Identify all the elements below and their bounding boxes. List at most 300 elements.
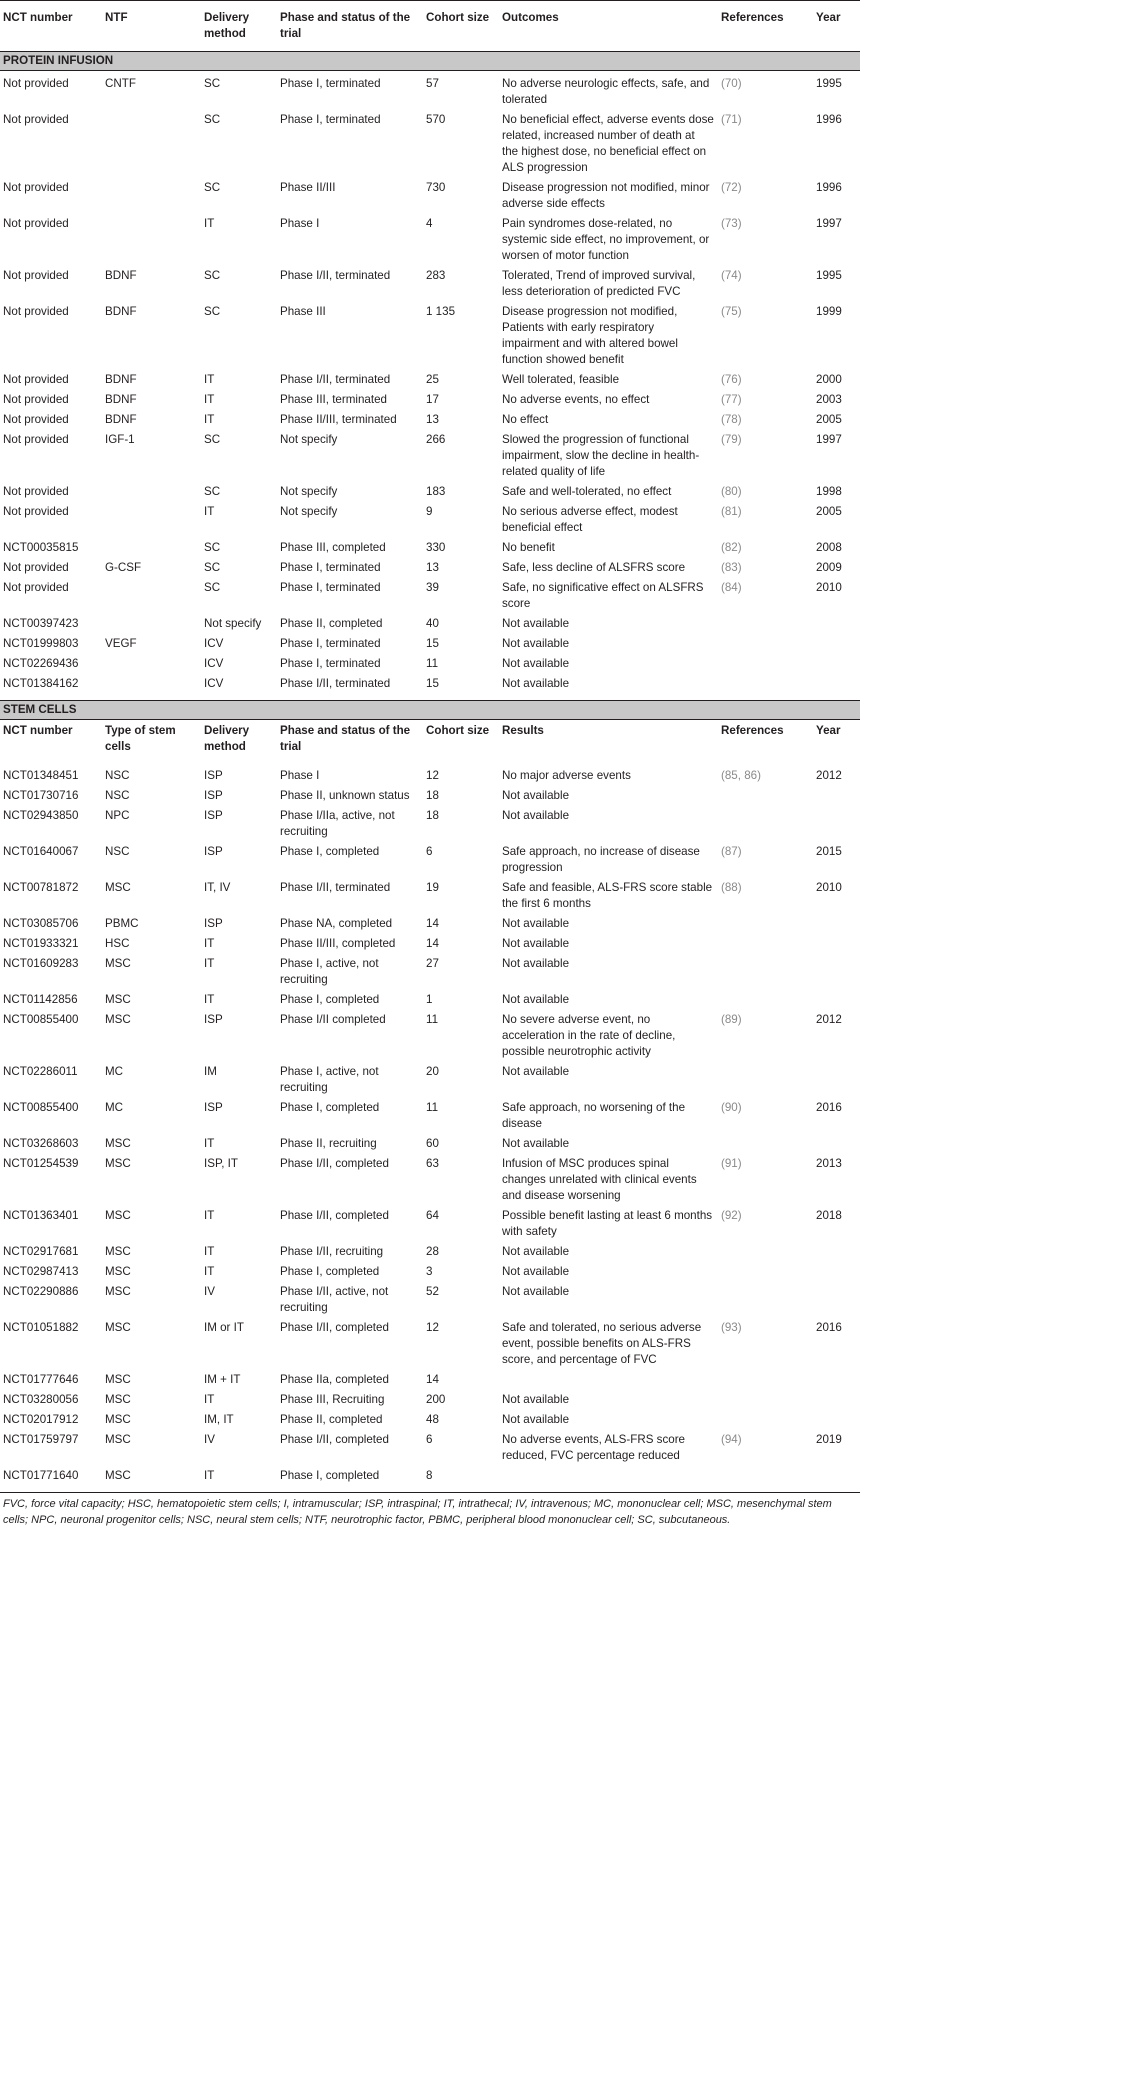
cell-reference: (70) <box>721 77 742 90</box>
cell-delivery-method: IT, IV <box>204 881 231 894</box>
cell-year: 2005 <box>816 505 842 518</box>
cell-reference <box>718 1408 813 1428</box>
cell-nct-number: NCT01363401 <box>3 1209 79 1222</box>
cell-year <box>813 1388 860 1408</box>
cell-nct-number: NCT01640067 <box>3 845 79 858</box>
table-row <box>0 784 860 804</box>
cell-cohort-size: 27 <box>426 957 439 970</box>
table-row <box>0 556 860 576</box>
cell-cohort-size: 12 <box>426 1321 439 1334</box>
cell-nct-number: NCT01730716 <box>3 789 79 802</box>
table-row <box>0 1060 860 1096</box>
header-outcomes: Outcomes <box>499 1 718 52</box>
cell-agent: MSC <box>105 1373 131 1386</box>
cell-year: 1998 <box>816 485 842 498</box>
table-row <box>0 176 860 212</box>
cell-cohort-size: 6 <box>426 845 433 858</box>
cell-phase-status: Phase I <box>280 217 320 230</box>
cell-nct-number: NCT01777646 <box>3 1373 79 1386</box>
cell-year <box>813 1368 860 1388</box>
cell-year <box>813 932 860 952</box>
header-cohort-size: Cohort size <box>423 1 499 52</box>
cell-outcome: No adverse neurologic effects, safe, and tolerated <box>502 77 710 106</box>
cell-reference <box>718 632 813 652</box>
cell-reference <box>718 1260 813 1280</box>
cell-year: 1997 <box>816 433 842 446</box>
cell-reference <box>718 1464 813 1492</box>
cell-year: 1999 <box>816 305 842 318</box>
cell-nct-number: NCT00781872 <box>3 881 79 894</box>
cell-outcome: Safe and feasible, ALS-FRS score stable the first 6 months <box>502 881 713 910</box>
cell-reference: (74) <box>721 269 742 282</box>
table-row <box>0 1368 860 1388</box>
table-row <box>0 500 860 536</box>
table-row <box>0 1428 860 1464</box>
cell-reference <box>718 1368 813 1388</box>
cell-delivery-method: IM or IT <box>204 1321 244 1334</box>
cell-agent: BDNF <box>105 413 137 426</box>
table-row <box>0 1240 860 1260</box>
cell-year: 1997 <box>816 217 842 230</box>
cell-agent: MSC <box>105 1209 131 1222</box>
cell-phase-status: Not specify <box>280 433 338 446</box>
cell-agent: MC <box>105 1065 124 1078</box>
cell-delivery-method: ISP <box>204 917 223 930</box>
cell-year: 2010 <box>816 881 842 894</box>
table-row <box>0 536 860 556</box>
cell-year <box>813 804 860 840</box>
cell-nct-number: NCT01999803 <box>3 637 79 650</box>
cell-agent: VEGF <box>105 637 137 650</box>
table-row <box>0 612 860 632</box>
cell-year: 2010 <box>816 581 842 594</box>
cell-phase-status: Phase I/II, active, not recruiting <box>280 1285 389 1314</box>
cell-reference: (88) <box>721 881 742 894</box>
cell-nct-number: NCT01051882 <box>3 1321 79 1334</box>
table-row <box>0 988 860 1008</box>
cell-outcome: Not available <box>502 637 570 650</box>
cell-agent: NSC <box>105 845 130 858</box>
cell-phase-status: Phase II/III, completed <box>280 937 396 950</box>
cell-cohort-size: 11 <box>426 1013 439 1026</box>
table-row <box>0 576 860 612</box>
cell-reference <box>718 1280 813 1316</box>
cell-cohort-size: 3 <box>426 1265 433 1278</box>
cell-agent: PBMC <box>105 917 139 930</box>
table-row <box>0 652 860 672</box>
cell-nct-number: Not provided <box>3 373 69 386</box>
header-ntf: NTF <box>102 1 201 52</box>
cell-delivery-method: ISP <box>204 1101 223 1114</box>
cell-nct-number: NCT03085706 <box>3 917 79 930</box>
cell-outcome: Safe approach, no increase of disease progression <box>502 845 700 874</box>
cell-phase-status: Phase I/II, recruiting <box>280 1245 384 1258</box>
cell-outcome: Not available <box>502 957 570 970</box>
subheader-cohort-size: Cohort size <box>426 724 490 737</box>
cell-outcome: Infusion of MSC produces spinal changes unrelated with clinical events and disease worsening <box>502 1157 697 1202</box>
table-row <box>0 264 860 300</box>
cell-phase-status: Phase I, active, not recruiting <box>280 957 379 986</box>
cell-phase-status: Phase I/II completed <box>280 1013 386 1026</box>
cell-cohort-size: 730 <box>426 181 446 194</box>
subheader-delivery-method: Delivery method <box>204 724 250 753</box>
cell-agent <box>102 176 201 212</box>
cell-reference <box>718 1388 813 1408</box>
cell-cohort-size: 330 <box>426 541 446 554</box>
cell-agent <box>102 612 201 632</box>
cell-delivery-method: IT <box>204 993 215 1006</box>
cell-year: 2009 <box>816 561 842 574</box>
cell-phase-status: Phase I/II, terminated <box>280 373 391 386</box>
subheader-nct-number: NCT number <box>3 724 73 737</box>
cell-agent: MSC <box>105 1285 131 1298</box>
cell-nct-number: NCT01348451 <box>3 769 79 782</box>
cell-phase-status: Phase II/III <box>280 181 336 194</box>
header-phase-status: Phase and status of the trial <box>277 1 423 52</box>
table-row <box>0 428 860 480</box>
cell-delivery-method: SC <box>204 305 221 318</box>
cell-outcome: No beneficial effect, adverse events dose related, increased number of death at the highest dose, no beneficial effect on ALS progression <box>502 113 714 174</box>
cell-agent <box>102 500 201 536</box>
cell-delivery-method: ISP <box>204 789 223 802</box>
cell-year <box>813 1408 860 1428</box>
subheader-stem-cell-type: Type of stem cells <box>105 724 176 753</box>
cell-cohort-size: 63 <box>426 1157 439 1170</box>
table-row <box>0 1316 860 1368</box>
cell-reference: (82) <box>721 541 742 554</box>
cell-nct-number: NCT02943850 <box>3 809 79 822</box>
cell-delivery-method: IM, IT <box>204 1413 234 1426</box>
cell-reference: (77) <box>721 393 742 406</box>
cell-reference <box>718 988 813 1008</box>
table-row <box>0 71 860 109</box>
cell-agent: NSC <box>105 789 130 802</box>
header-year: Year <box>813 1 860 52</box>
cell-outcome: Not available <box>502 677 570 690</box>
cell-phase-status: Phase III <box>280 305 326 318</box>
cell-delivery-method: SC <box>204 581 221 594</box>
cell-agent <box>102 576 201 612</box>
cell-year <box>813 784 860 804</box>
cell-agent <box>102 652 201 672</box>
cell-outcome: Not available <box>502 1285 570 1298</box>
cell-year <box>813 1132 860 1152</box>
cell-cohort-size: 48 <box>426 1413 439 1426</box>
cell-nct-number: Not provided <box>3 113 69 126</box>
cell-agent: BDNF <box>105 393 137 406</box>
cell-phase-status: Phase I, terminated <box>280 561 381 574</box>
cell-outcome: Possible benefit lasting at least 6 months with safety <box>502 1209 713 1238</box>
cell-reference <box>718 652 813 672</box>
cell-reference <box>718 912 813 932</box>
cell-cohort-size: 13 <box>426 413 439 426</box>
cell-outcome: Safe approach, no worsening of the disease <box>502 1101 686 1130</box>
cell-phase-status: Phase I/II, completed <box>280 1209 389 1222</box>
cell-phase-status: Phase NA, completed <box>280 917 393 930</box>
cell-reference <box>718 952 813 988</box>
cell-year: 2016 <box>816 1321 842 1334</box>
table-row <box>0 876 860 912</box>
cell-nct-number: Not provided <box>3 485 69 498</box>
cell-outcome: Tolerated, Trend of improved survival, less deterioration of predicted FVC <box>502 269 696 298</box>
cell-agent: BDNF <box>105 373 137 386</box>
cell-delivery-method: IT <box>204 1393 215 1406</box>
cell-nct-number: Not provided <box>3 181 69 194</box>
cell-year: 2018 <box>816 1209 842 1222</box>
table-row <box>0 212 860 264</box>
table-row <box>0 368 860 388</box>
cell-year: 2000 <box>816 373 842 386</box>
cell-phase-status: Phase I/II, completed <box>280 1157 389 1170</box>
cell-delivery-method: IV <box>204 1285 215 1298</box>
cell-outcome <box>499 1368 718 1388</box>
cell-cohort-size: 18 <box>426 789 439 802</box>
cell-cohort-size: 13 <box>426 561 439 574</box>
cell-agent <box>102 480 201 500</box>
cell-reference: (94) <box>721 1433 742 1446</box>
cell-outcome: Not available <box>502 1265 570 1278</box>
cell-phase-status: Not specify <box>280 485 338 498</box>
cell-delivery-method: ICV <box>204 657 224 670</box>
cell-agent: HSC <box>105 937 130 950</box>
cell-cohort-size: 39 <box>426 581 439 594</box>
table-row <box>0 1008 860 1060</box>
cell-delivery-method: IV <box>204 1433 215 1446</box>
cell-outcome: Not available <box>502 1065 570 1078</box>
cell-delivery-method: IT <box>204 1245 215 1258</box>
table-row <box>0 804 860 840</box>
cell-delivery-method: IT <box>204 1265 215 1278</box>
cell-phase-status: Phase I/II, completed <box>280 1433 389 1446</box>
cell-phase-status: Phase II, completed <box>280 617 383 630</box>
cell-cohort-size: 14 <box>426 917 439 930</box>
cell-cohort-size: 9 <box>426 505 433 518</box>
cell-cohort-size: 11 <box>426 1101 439 1114</box>
cell-delivery-method: IT <box>204 937 215 950</box>
cell-reference <box>718 612 813 632</box>
cell-agent: MSC <box>105 1413 131 1426</box>
cell-nct-number: Not provided <box>3 305 69 318</box>
cell-cohort-size: 25 <box>426 373 439 386</box>
cell-outcome: Not available <box>502 1413 570 1426</box>
table-footnote: FVC, force vital capacity; HSC, hematopoietic stem cells; I, intramuscular; ISP, intraspinal; IT, intrathecal; IV, intravenous; MC, mononuclear cell; MSC, mesenchymal stem cells; NPC, neuronal progenitor cells; NSC, neural stem cells; NTF, neurotrophic factor, PBMC, peripheral blood mononuclear cell; SC, subcutaneous. <box>0 1492 860 1528</box>
table-row <box>0 408 860 428</box>
cell-phase-status: Phase I, terminated <box>280 113 381 126</box>
cell-nct-number: Not provided <box>3 413 69 426</box>
cell-agent: MSC <box>105 1157 131 1170</box>
cell-delivery-method: Not specify <box>204 617 262 630</box>
cell-agent: MSC <box>105 1013 131 1026</box>
cell-nct-number: NCT02290886 <box>3 1285 79 1298</box>
cell-agent: MSC <box>105 957 131 970</box>
cell-nct-number: NCT00035815 <box>3 541 79 554</box>
table-row <box>0 1388 860 1408</box>
cell-phase-status: Phase I, completed <box>280 1469 380 1482</box>
cell-reference: (75) <box>721 305 742 318</box>
cell-nct-number: NCT02917681 <box>3 1245 79 1258</box>
cell-outcome: Slowed the progression of functional impairment, slow the decline in health-related quality of life <box>502 433 700 478</box>
table-header-row <box>0 1 860 52</box>
table-row <box>0 1132 860 1152</box>
table-row <box>0 632 860 652</box>
cell-reference: (87) <box>721 845 742 858</box>
subheader-references: References <box>721 724 784 737</box>
cell-phase-status: Phase II, unknown status <box>280 789 410 802</box>
cell-agent: MSC <box>105 1393 131 1406</box>
section-title: STEM CELLS <box>0 701 860 720</box>
cell-nct-number: NCT01384162 <box>3 677 79 690</box>
cell-cohort-size: 8 <box>426 1469 433 1482</box>
table-row <box>0 1280 860 1316</box>
cell-year <box>813 1240 860 1260</box>
cell-cohort-size: 570 <box>426 113 446 126</box>
cell-agent: BDNF <box>105 305 137 318</box>
cell-phase-status: Not specify <box>280 505 338 518</box>
cell-outcome: Not available <box>502 1245 570 1258</box>
cell-cohort-size: 6 <box>426 1433 433 1446</box>
cell-phase-status: Phase II, completed <box>280 1413 383 1426</box>
cell-outcome: Not available <box>502 937 570 950</box>
cell-delivery-method: IM + IT <box>204 1373 241 1386</box>
cell-year <box>813 1464 860 1492</box>
cell-outcome: No adverse events, no effect <box>502 393 650 406</box>
cell-delivery-method: ISP <box>204 809 223 822</box>
cell-phase-status: Phase I/II, terminated <box>280 881 391 894</box>
cell-year <box>813 652 860 672</box>
cell-outcome: No severe adverse event, no acceleration in the rate of decline, possible neurotrophic activity <box>502 1013 676 1058</box>
table-row <box>0 912 860 932</box>
cell-phase-status: Phase I, terminated <box>280 77 381 90</box>
cell-cohort-size: 15 <box>426 637 439 650</box>
cell-nct-number: NCT00397423 <box>3 617 79 630</box>
cell-phase-status: Phase II, recruiting <box>280 1137 377 1150</box>
cell-nct-number: NCT02017912 <box>3 1413 79 1426</box>
cell-nct-number: NCT02987413 <box>3 1265 79 1278</box>
cell-cohort-size: 19 <box>426 881 439 894</box>
cell-delivery-method: ICV <box>204 677 224 690</box>
cell-cohort-size: 52 <box>426 1285 439 1298</box>
cell-agent <box>102 108 201 176</box>
cell-year: 2016 <box>816 1101 842 1114</box>
cell-phase-status: Phase I/II, terminated <box>280 677 391 690</box>
cell-outcome: Safe and well-tolerated, no effect <box>502 485 672 498</box>
cell-cohort-size: 14 <box>426 937 439 950</box>
cell-delivery-method: SC <box>204 485 221 498</box>
cell-cohort-size: 1 <box>426 993 433 1006</box>
table-row <box>0 840 860 876</box>
header-delivery-method: Delivery method <box>201 1 277 52</box>
cell-cohort-size: 1 135 <box>426 305 456 318</box>
cell-reference: (71) <box>721 113 742 126</box>
cell-cohort-size: 57 <box>426 77 439 90</box>
cell-phase-status: Phase I, terminated <box>280 581 381 594</box>
cell-reference: (89) <box>721 1013 742 1026</box>
cell-year: 2015 <box>816 845 842 858</box>
stem-cells-subheader-row <box>0 720 860 764</box>
cell-phase-status: Phase IIa, completed <box>280 1373 389 1386</box>
cell-cohort-size: 64 <box>426 1209 439 1222</box>
cell-cohort-size: 200 <box>426 1393 446 1406</box>
cell-nct-number: NCT03268603 <box>3 1137 79 1150</box>
cell-phase-status: Phase III, terminated <box>280 393 387 406</box>
protein-infusion-rows <box>0 71 860 701</box>
cell-year <box>813 912 860 932</box>
cell-year <box>813 1260 860 1280</box>
cell-delivery-method: SC <box>204 181 221 194</box>
table-row <box>0 108 860 176</box>
cell-cohort-size: 12 <box>426 769 439 782</box>
cell-phase-status: Phase III, completed <box>280 541 386 554</box>
cell-phase-status: Phase I, active, not recruiting <box>280 1065 379 1094</box>
cell-phase-status: Phase I, terminated <box>280 637 381 650</box>
cell-agent: MSC <box>105 1137 131 1150</box>
cell-cohort-size: 28 <box>426 1245 439 1258</box>
header-nct-number: NCT number <box>0 1 102 52</box>
cell-delivery-method: ISP <box>204 1013 223 1026</box>
cell-delivery-method: IT <box>204 1209 215 1222</box>
cell-agent <box>102 212 201 264</box>
cell-delivery-method: IT <box>204 505 215 518</box>
header-references: References <box>718 1 813 52</box>
cell-reference: (85, 86) <box>721 769 761 782</box>
cell-outcome: Not available <box>502 993 570 1006</box>
cell-phase-status: Phase I/II, completed <box>280 1321 389 1334</box>
cell-year: 1996 <box>816 113 842 126</box>
cell-phase-status: Phase II/III, terminated <box>280 413 397 426</box>
cell-delivery-method: IT <box>204 1137 215 1150</box>
table-row <box>0 763 860 784</box>
cell-phase-status: Phase I <box>280 769 320 782</box>
cell-reference <box>718 1060 813 1096</box>
cell-nct-number: NCT00855400 <box>3 1013 79 1026</box>
cell-outcome: Not available <box>502 617 570 630</box>
cell-agent: G-CSF <box>105 561 142 574</box>
cell-outcome: Disease progression not modified, Patients with early respiratory impairment and with altered bowel function showed benefit <box>502 305 678 366</box>
cell-reference <box>718 1132 813 1152</box>
cell-phase-status: Phase I/II, terminated <box>280 269 391 282</box>
cell-reference: (91) <box>721 1157 742 1170</box>
cell-reference <box>718 672 813 701</box>
cell-agent: NSC <box>105 769 130 782</box>
cell-outcome: No benefit <box>502 541 555 554</box>
cell-nct-number: NCT01771640 <box>3 1469 79 1482</box>
cell-reference: (81) <box>721 505 742 518</box>
cell-nct-number: NCT01933321 <box>3 937 79 950</box>
cell-phase-status: Phase I, completed <box>280 845 380 858</box>
cell-outcome: Pain syndromes dose-related, no systemic side effect, no improvement, or worsen of motor function <box>502 217 710 262</box>
cell-delivery-method: ISP <box>204 845 223 858</box>
table-row <box>0 480 860 500</box>
cell-year: 1995 <box>816 77 842 90</box>
cell-year <box>813 1280 860 1316</box>
cell-phase-status: Phase I, completed <box>280 1265 380 1278</box>
table-row <box>0 300 860 368</box>
cell-cohort-size: 4 <box>426 217 433 230</box>
cell-outcome: Not available <box>502 1393 570 1406</box>
cell-agent: CNTF <box>105 77 136 90</box>
table-row <box>0 952 860 988</box>
cell-delivery-method: IT <box>204 413 215 426</box>
cell-agent: MSC <box>105 1469 131 1482</box>
cell-year: 2005 <box>816 413 842 426</box>
cell-outcome: No serious adverse effect, modest beneficial effect <box>502 505 678 534</box>
cell-year <box>813 988 860 1008</box>
cell-cohort-size: 11 <box>426 657 439 670</box>
cell-delivery-method: ISP <box>204 769 223 782</box>
cell-year: 2012 <box>816 769 842 782</box>
cell-outcome: Not available <box>502 789 570 802</box>
cell-phase-status: Phase I/IIa, active, not recruiting <box>280 809 395 838</box>
